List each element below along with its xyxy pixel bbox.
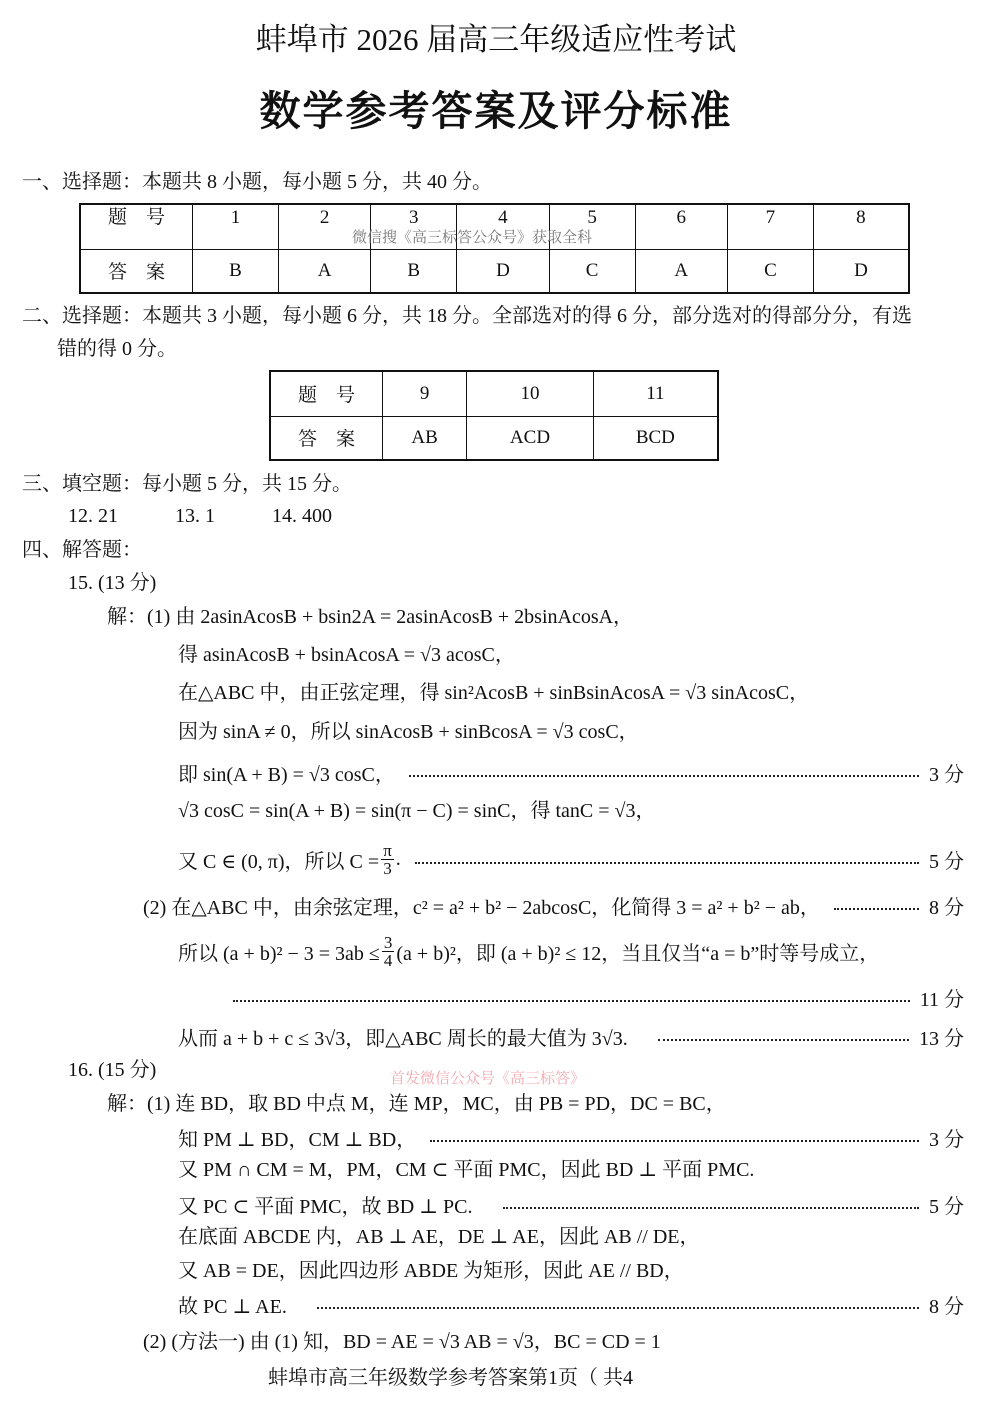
dot-leader [503,1207,919,1209]
numerator: 3 [383,932,393,952]
q15-line: √3 cosC = sin(A + B) = sin(π − C) = sinC，得 tanC = √3， [178,800,656,822]
denominator: 3 [383,858,392,878]
section3-heading: 三、填空题：每小题 5 分，共 15 分。 [22,473,352,495]
line-text: (a + b)²，即 (a + b)² ≤ 12，当且仅当“a = b”时等号成立， [396,942,880,965]
row-label: 答 案 [270,416,383,460]
dot-leader [409,775,919,777]
line-text: 又 PC ⊂ 平面 PMC，故 BD ⊥ PC. [178,1195,473,1218]
q15-line: 得 asinAcosB + bsinAcosA = √3 acosC， [178,644,515,666]
cell: D [457,249,549,293]
cell: 1 [193,204,279,249]
line-text: . [395,847,401,870]
score: 8 分 [929,1295,964,1318]
table-row-numbers [270,371,718,416]
q16-line-scored [178,1122,964,1152]
cell: 2 [278,204,370,249]
page-footer: 蚌埠市高三年级数学参考答案第1页（ 共4 [268,1367,633,1389]
cell: 9 [383,371,467,416]
fill-answer-13: 13. 1 [175,505,215,527]
q15-line [178,931,879,971]
cell: 7 [727,204,813,249]
numerator: π [383,840,392,860]
line-text: 从而 a + b + c ≤ 3√3，即△ABC 周长的最大值为 3√3. [178,1027,628,1050]
section1-heading: 一、选择题：本题共 8 小题，每小题 5 分，共 40 分。 [22,171,492,193]
dot-leader [415,862,919,864]
line-text: 又 C ∈ (0, π)，所以 C = [178,850,380,873]
dot-leader [233,1000,910,1002]
q15-line-scored [178,1021,964,1051]
q15-line: 在△ABC 中，由正弦定理，得 sin²AcosB + sinBsinAcosA = √3 sinAcosC， [178,682,810,704]
line-text: 故 PC ⊥ AE. [178,1295,287,1318]
q15-line-scored [178,840,964,878]
cell: D [813,249,909,293]
line-text: 即 sin(A + B) = √3 cosC， [178,763,395,786]
fraction [382,934,395,969]
dot-leader [317,1307,919,1309]
exam-title: 蚌埠市 2026 届高三年级适应性考试 [255,22,737,57]
q15-line: 因为 sinA ≠ 0，所以 sinAcosB + sinBcosA = √3 cosC， [178,721,639,743]
score: 13 分 [919,1027,964,1050]
q16-line: 又 PM ∩ CM = M，PM，CM ⊂ 平面 PMC，因此 BD ⊥ 平面 PMC. [178,1159,755,1181]
table-row-answers [80,249,909,293]
q15-line: 解：(1) 由 2asinAcosB + bsin2A = 2asinAcosB + 2bsinAcosA， [107,606,634,628]
line-text: 知 PM ⊥ BD，CM ⊥ BD， [178,1128,417,1151]
q16-line-scored [178,1289,964,1319]
q16-line-scored [178,1189,964,1219]
score: 8 分 [929,896,964,919]
q16-title: 16. (15 分) [68,1059,157,1081]
fraction [381,842,394,877]
q15-title: 15. (13 分) [68,572,157,594]
q16-line: 在底面 ABCDE 内，AB ⊥ AE，DE ⊥ AE，因此 AB // DE， [178,1226,700,1248]
fill-answer-14: 14. 400 [272,505,332,527]
row-label: 题 号 [80,204,193,249]
choice-answer-table [79,203,910,294]
q16-line: (2) (方法一) 由 (1) 知，BD = AE = √3 AB = √3，BC = CD = 1 [143,1331,661,1353]
section2-heading: 二、选择题：本题共 3 小题，每小题 6 分，共 18 分。全部选对的得 6 分，部分选对的得部分分，有选 [22,305,912,327]
table-row-answers [270,416,718,460]
score: 5 分 [929,1195,964,1218]
watermark: 微信搜《高三标答公众号》获取全科 [352,230,593,246]
cell: BCD [593,416,718,460]
cell: A [278,249,370,293]
row-label: 答 案 [80,249,193,293]
cell: 6 [635,204,727,249]
score: 11 分 [919,988,964,1011]
score: 3 分 [929,1128,964,1151]
denominator: 4 [383,950,393,970]
dot-leader [658,1039,909,1041]
row-label: 题 号 [270,371,383,416]
fill-answer-12: 12. 21 [68,505,118,527]
cell: 10 [467,371,593,416]
document-title: 数学参考答案及评分标准 [259,88,733,134]
section2-heading-cont: 错的得 0 分。 [57,338,177,360]
cell: 8 [813,204,909,249]
score: 3 分 [929,763,964,786]
cell: C [727,249,813,293]
cell: ACD [467,416,593,460]
dot-leader [834,908,919,910]
section4-heading: 四、解答题： [22,539,142,561]
score: 5 分 [929,850,964,873]
q16-line: 又 AB = DE，因此四边形 ABDE 为矩形，因此 AE // BD， [178,1260,684,1282]
cell: C [549,249,635,293]
multi-choice-answer-table [269,370,719,461]
line-text: (2) 在△ABC 中，由余弦定理，c² = a² + b² − 2abcosC，化简得 3 = a² + b² − ab， [143,896,820,919]
q15-line-scored [143,890,964,920]
cell: B [371,249,457,293]
cell: 3 [371,204,457,249]
q16-line: 解：(1) 连 BD，取 BD 中点 M，连 MP，MC，由 PB = PD，DC = BC， [107,1093,726,1115]
line-text: 所以 (a + b)² − 3 = 3ab ≤ [178,942,380,965]
q15-line-scored [219,982,964,1012]
cell: A [635,249,727,293]
cell: 5 [549,204,635,249]
cell: 4 [457,204,549,249]
cell: B [193,249,279,293]
cell: 11 [593,371,718,416]
cell: AB [383,416,467,460]
dot-leader [430,1140,919,1142]
q15-line-scored [178,757,964,787]
watermark: 首发微信公众号《高三标答》 [390,1071,586,1087]
